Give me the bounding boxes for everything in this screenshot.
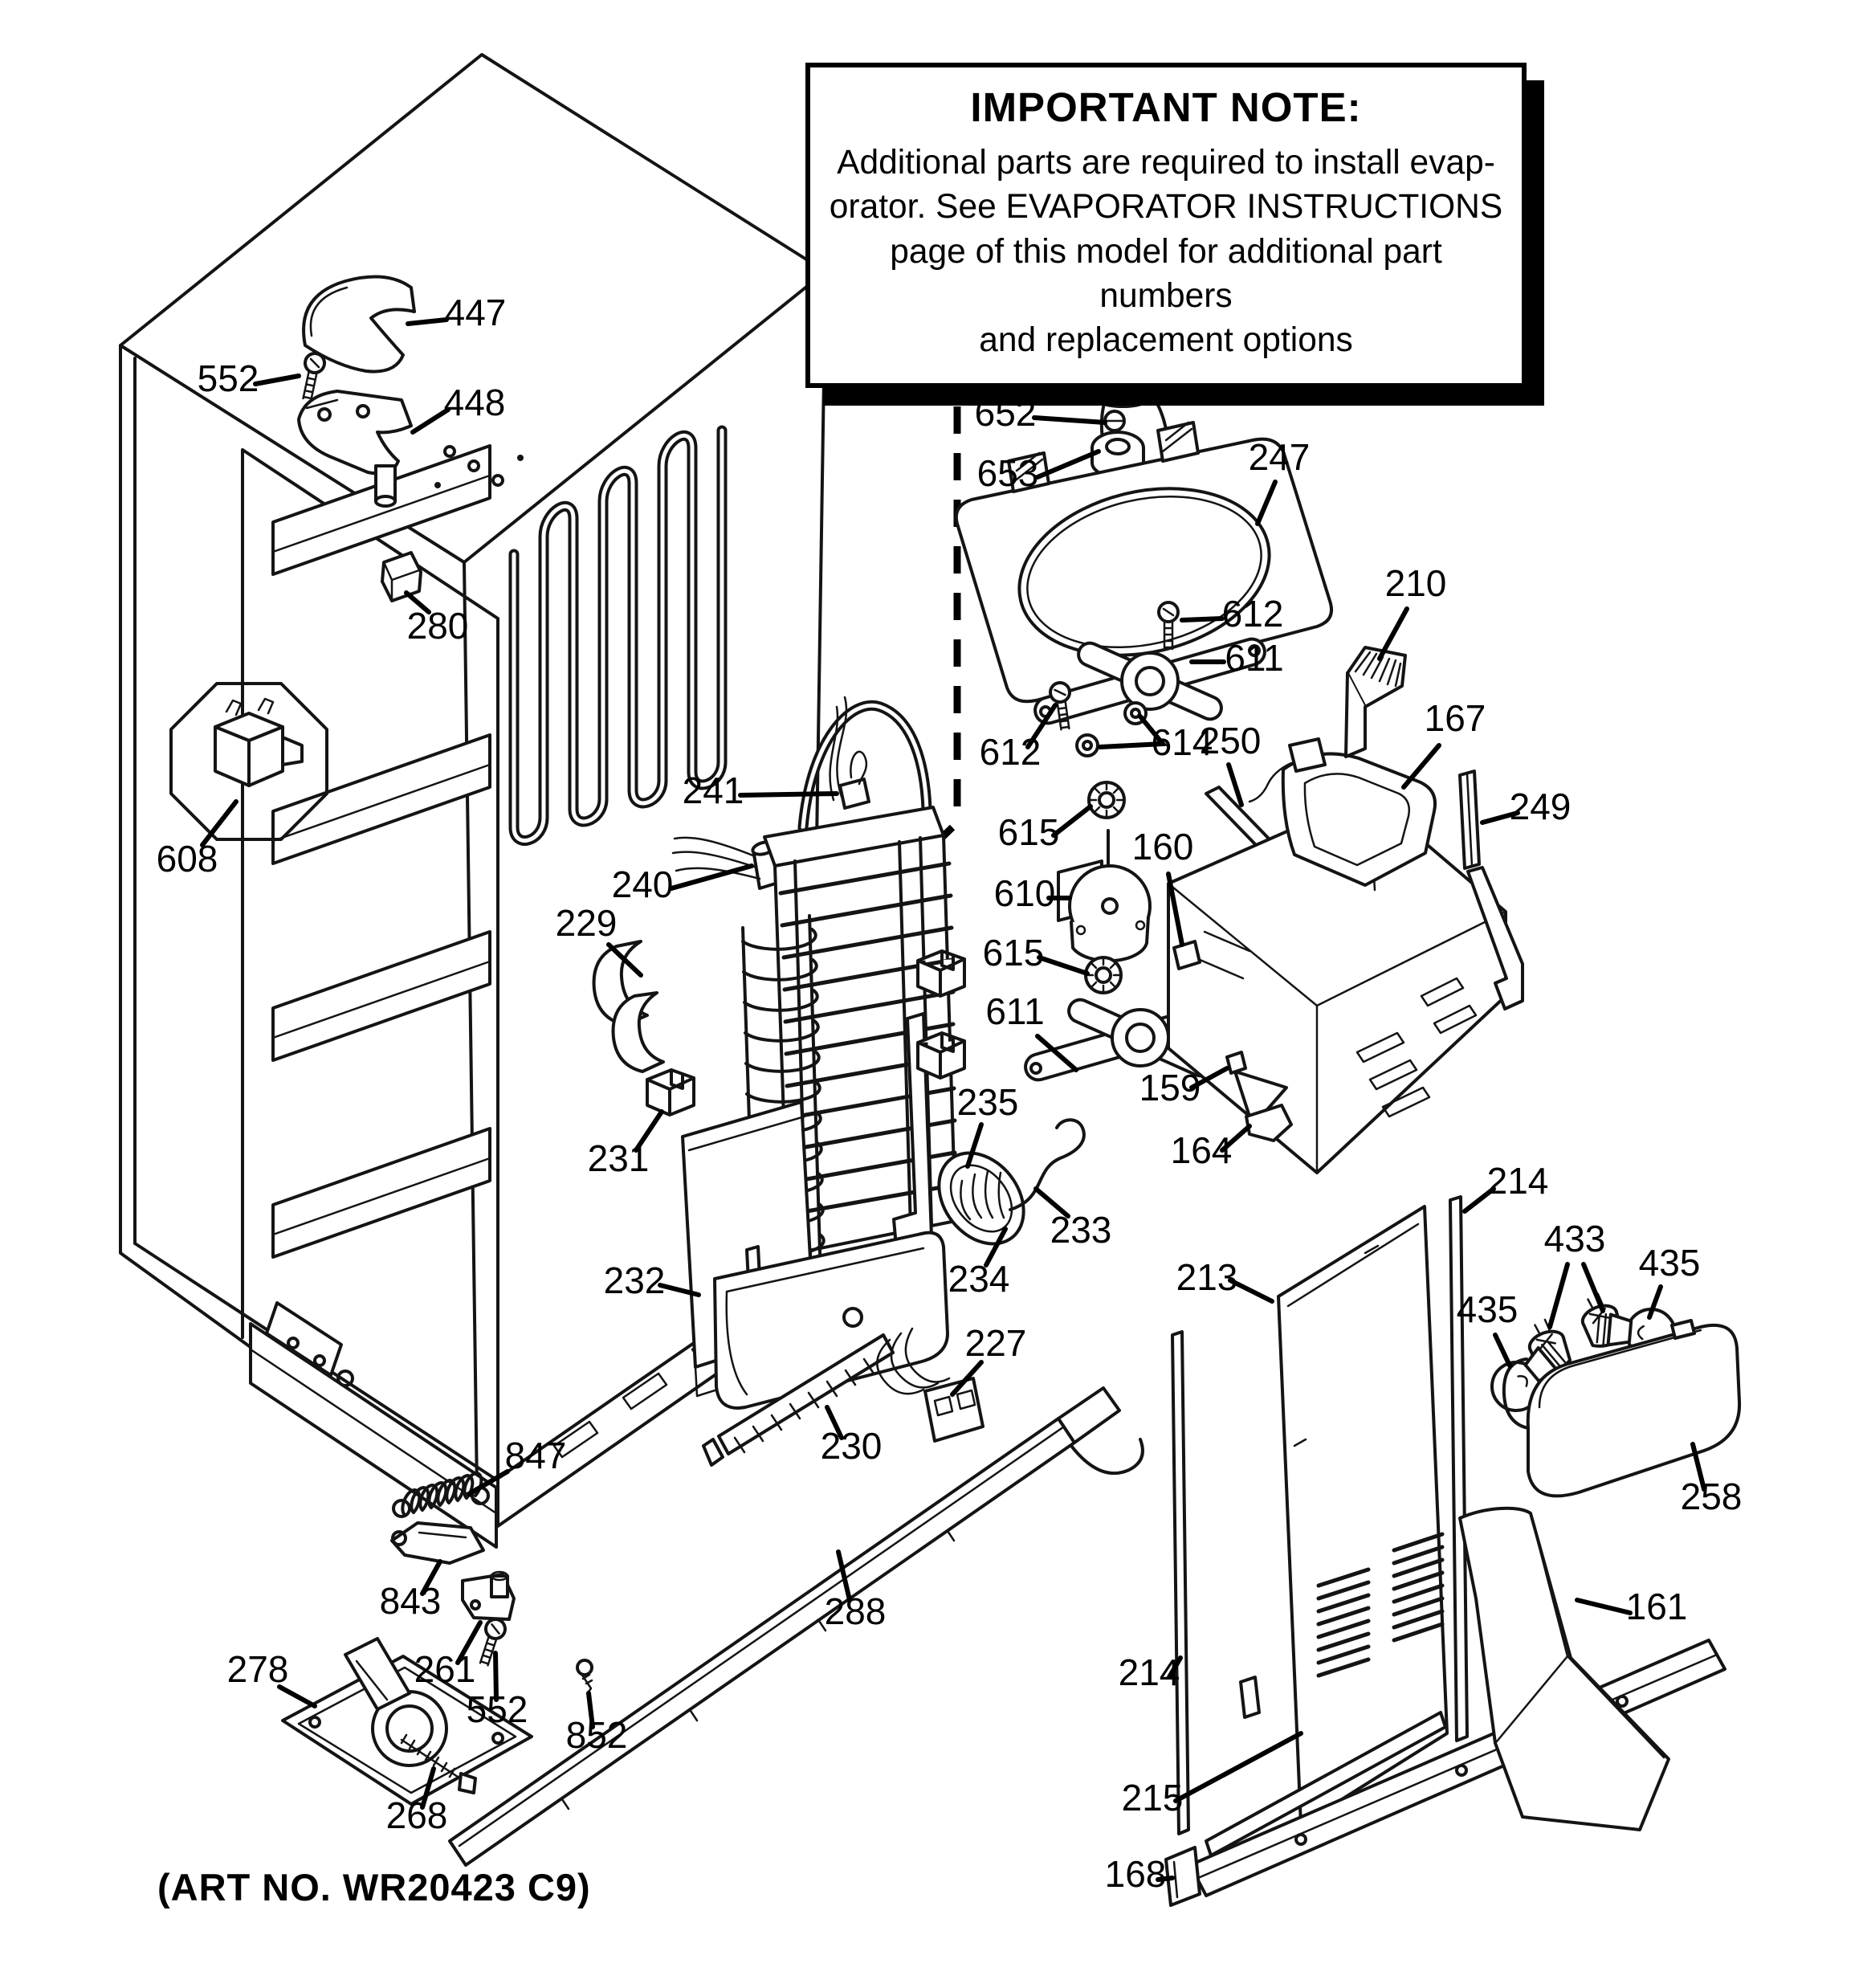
note-line-1: Additional parts are required to install evap-	[837, 144, 1495, 182]
lamp-parts	[1482, 1290, 1739, 1496]
label-227: 227	[964, 1322, 1027, 1364]
label-214-top: 214	[1486, 1160, 1549, 1202]
label-167: 167	[1424, 697, 1486, 739]
part-231-clip	[647, 1070, 694, 1115]
label-615-b: 615	[982, 932, 1045, 974]
label-843: 843	[379, 1580, 442, 1622]
label-234: 234	[948, 1258, 1010, 1300]
part-161-cover	[1460, 1508, 1669, 1830]
label-210: 210	[1384, 562, 1447, 604]
label-161: 161	[1625, 1586, 1688, 1627]
part-160-clip	[1174, 941, 1200, 969]
label-231: 231	[587, 1137, 650, 1179]
part-843-lever	[392, 1523, 483, 1563]
part-159-clip	[1227, 1052, 1245, 1073]
art-number: (ART NO. WR20423 C9)	[157, 1866, 591, 1908]
label-240: 240	[611, 863, 674, 905]
label-250: 250	[1199, 720, 1262, 761]
label-611-a: 611	[1225, 637, 1284, 679]
part-615-grommet-top	[1089, 782, 1124, 818]
label-247: 247	[1248, 436, 1311, 478]
label-435-b: 435	[1638, 1242, 1701, 1284]
label-612-a: 612	[1221, 593, 1284, 635]
important-note-box	[805, 63, 1527, 388]
label-847: 847	[504, 1435, 567, 1476]
note-title: IMPORTANT NOTE:	[970, 84, 1362, 130]
note-line-4: and replacement options	[979, 321, 1353, 359]
label-433: 433	[1543, 1218, 1606, 1259]
label-288: 288	[824, 1590, 887, 1632]
part-615-grommet-bottom	[1086, 957, 1121, 993]
label-233: 233	[1050, 1209, 1112, 1251]
part-214-strip-left	[1172, 1332, 1188, 1834]
label-552-top: 552	[197, 357, 259, 399]
label-229: 229	[555, 902, 618, 944]
part-214-strip-right	[1450, 1197, 1467, 1741]
label-447: 447	[444, 292, 507, 333]
label-160: 160	[1131, 826, 1194, 867]
label-615-a: 615	[997, 811, 1060, 853]
label-552-bottom: 552	[466, 1688, 528, 1730]
evap-clip	[918, 951, 964, 996]
label-612-b: 612	[979, 731, 1042, 773]
label-280: 280	[406, 605, 469, 647]
part-652-grommet	[1105, 411, 1124, 431]
label-611-b: 611	[985, 990, 1045, 1032]
access-panel-parts	[1166, 1197, 1725, 1905]
label-852: 852	[565, 1714, 628, 1756]
label-164: 164	[1170, 1129, 1233, 1171]
label-435-a: 435	[1456, 1288, 1519, 1330]
label-241: 241	[682, 769, 744, 811]
label-610: 610	[993, 872, 1056, 914]
label-653: 653	[976, 452, 1039, 494]
note-line-3: page of this model for additional part numbers	[890, 232, 1442, 315]
label-261: 261	[414, 1648, 476, 1690]
label-168: 168	[1104, 1853, 1167, 1895]
label-268: 268	[385, 1794, 448, 1836]
part-852-screw	[577, 1660, 592, 1692]
label-213: 213	[1176, 1256, 1238, 1298]
label-258: 258	[1680, 1476, 1743, 1517]
label-608: 608	[156, 838, 218, 880]
label-215: 215	[1121, 1777, 1184, 1819]
part-261-bracket	[463, 1572, 514, 1619]
label-214-bottom: 214	[1118, 1651, 1180, 1693]
evap-clip	[918, 1033, 964, 1078]
label-232: 232	[603, 1259, 666, 1301]
label-159: 159	[1139, 1067, 1201, 1108]
label-448: 448	[443, 382, 506, 423]
label-249: 249	[1509, 786, 1572, 827]
label-235: 235	[956, 1081, 1019, 1123]
note-line-2: orator. See EVAPORATOR INSTRUCTIONS	[829, 188, 1503, 227]
label-614: 614	[1151, 721, 1213, 763]
part-241-sensor	[840, 752, 869, 808]
label-230: 230	[820, 1425, 883, 1467]
part-210-grille	[1346, 647, 1405, 757]
part-280-clip	[382, 553, 421, 601]
label-278: 278	[226, 1648, 289, 1690]
label-652: 652	[974, 392, 1037, 434]
